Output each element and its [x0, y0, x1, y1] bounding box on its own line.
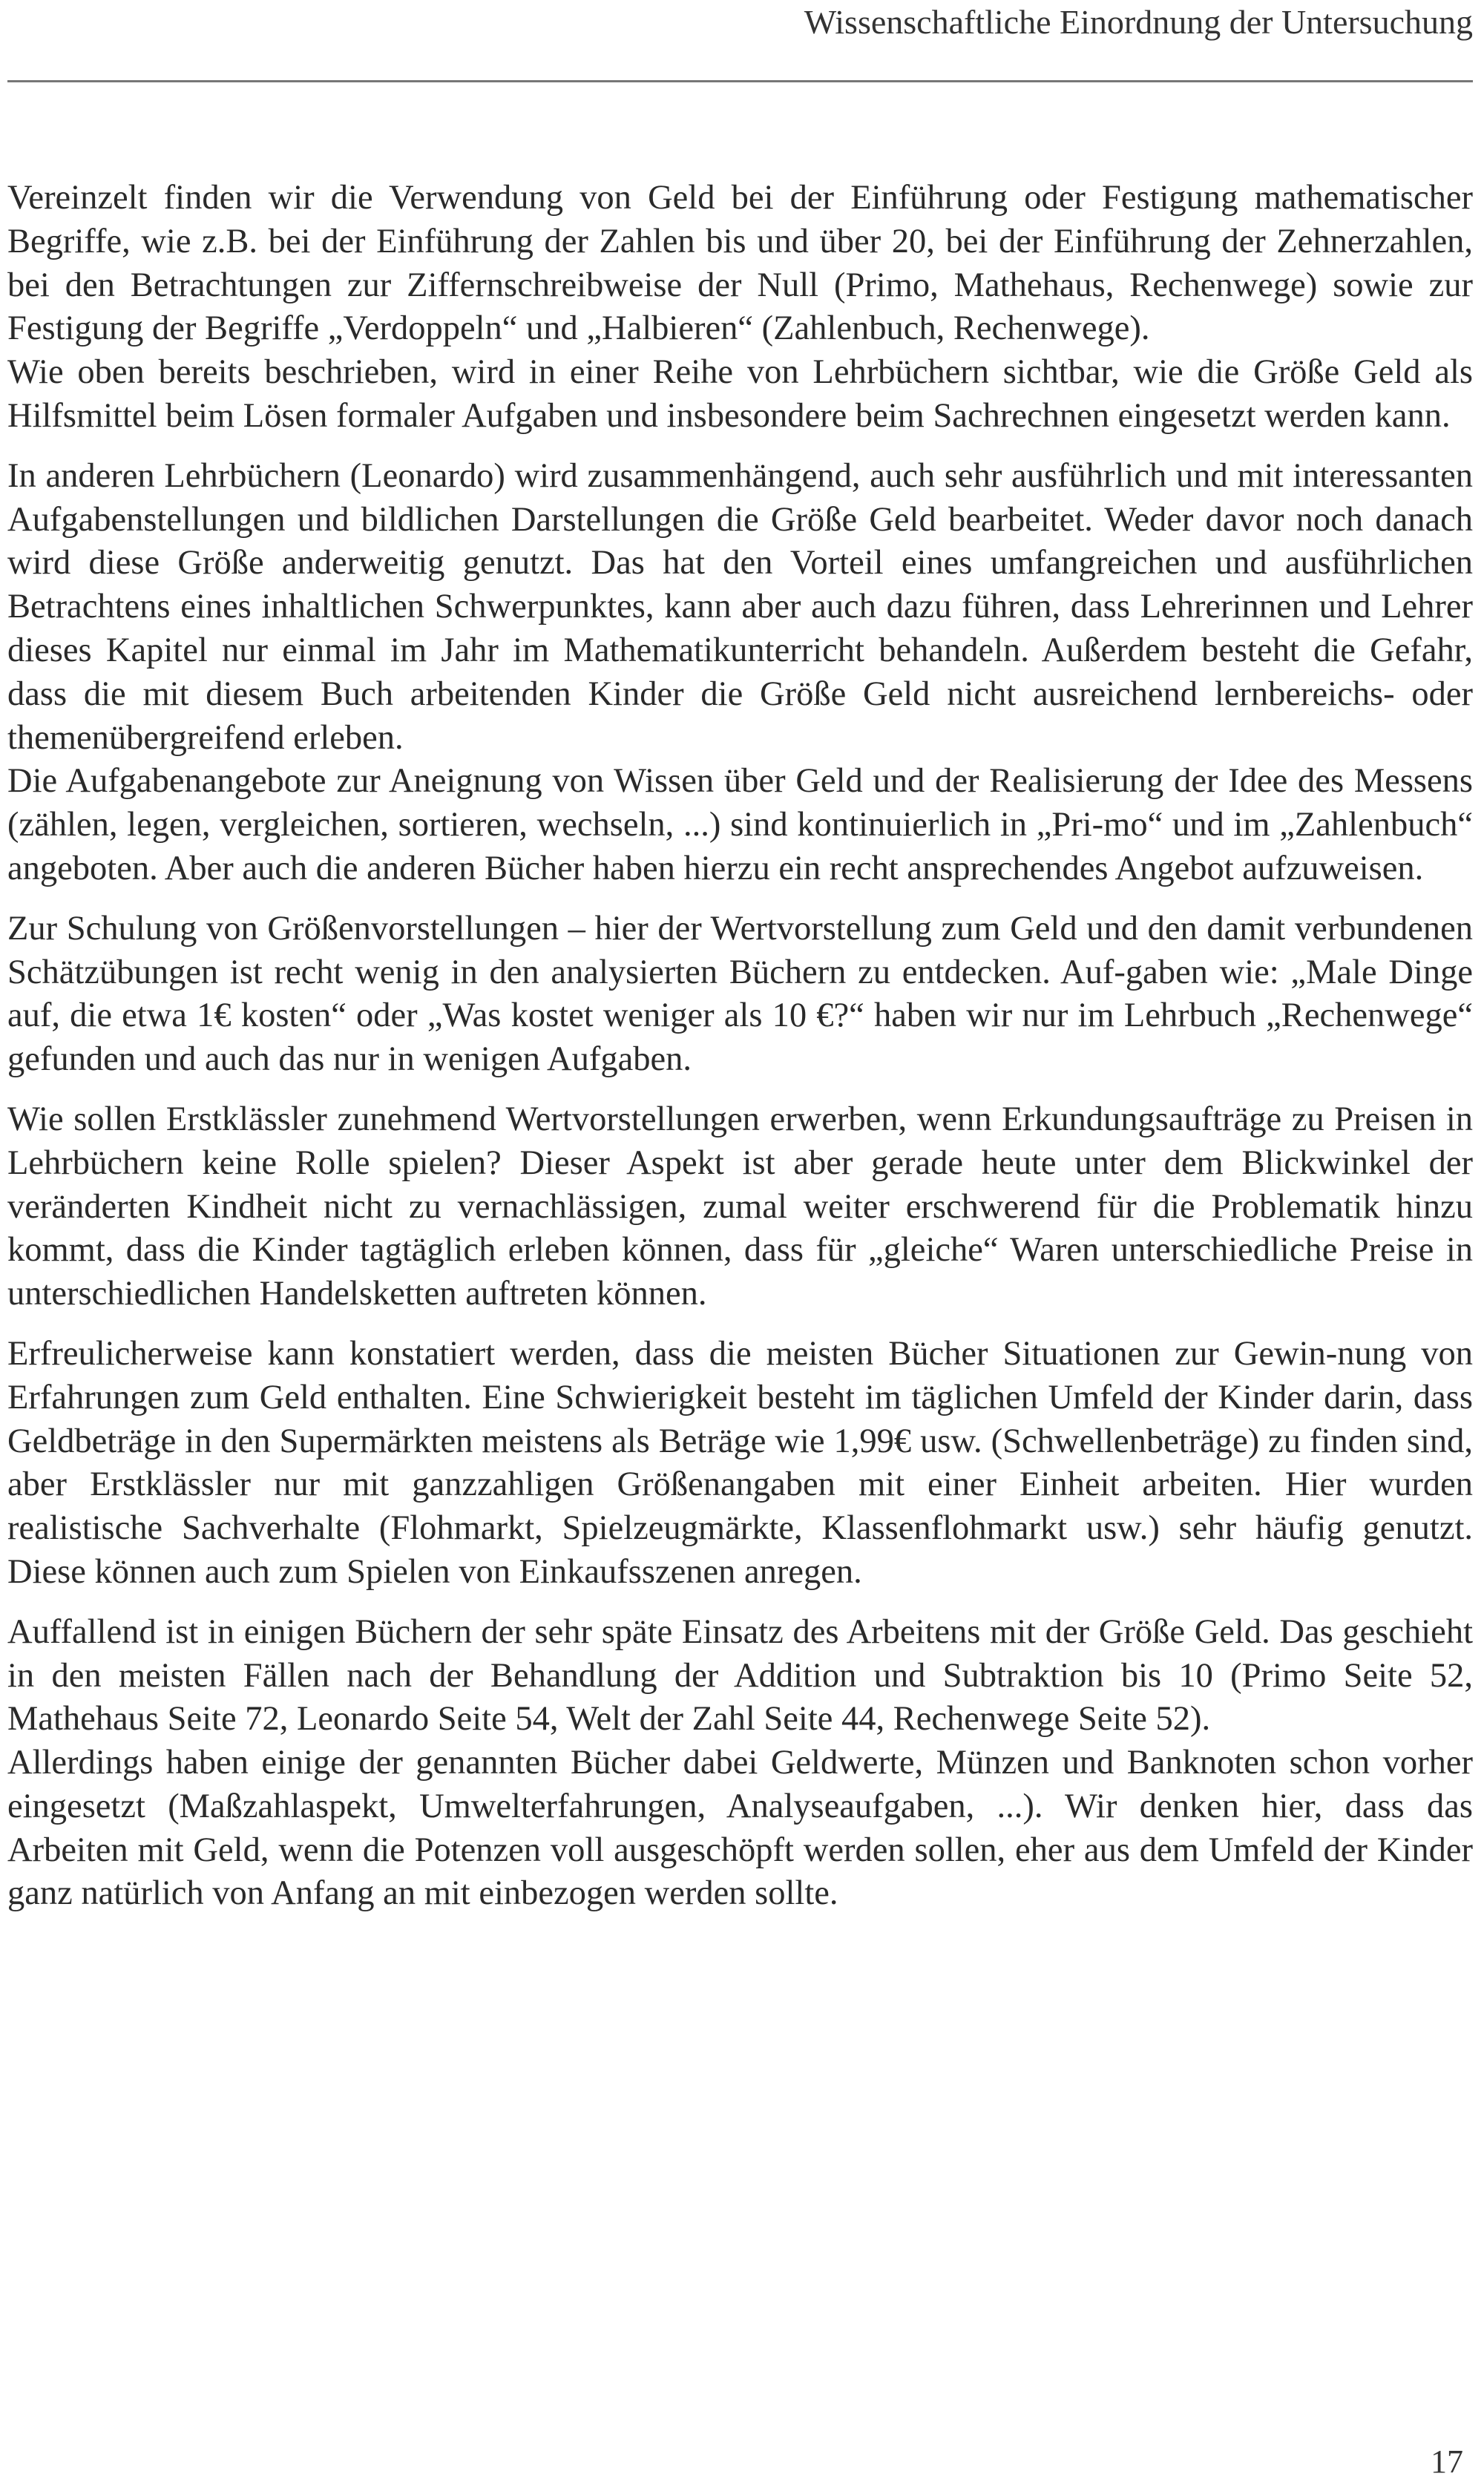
- paragraph: Wie sollen Erstklässler zunehmend Wertvorstellungen erwerben, wenn Erkundungsaufträge zu Preisen in Lehrbüchern keine Rolle spielen? Dieser Aspekt ist aber gerade heute unter dem Blickwinkel der veränderten Kindheit nicht zu vernachlässigen, zumal weiter erschwerend für die Problematik hinzu kommt, dass die Kinder tagtäglich erleben können, dass für „gleiche“ Waren unterschiedliche Preise in unterschiedlichen Handelsketten auftreten können.: [7, 1100, 1473, 1313]
- page-number: 17: [1431, 2443, 1463, 2480]
- running-header: Wissenschaftliche Einordnung der Untersuchung: [804, 3, 1473, 41]
- body-text: [7, 177, 1473, 1916]
- paragraph: In anderen Lehrbüchern (Leonardo) wird zusammenhängend, auch sehr ausführlich und mit interessanten Aufgabenstellungen und bildlichen Darstellungen die Größe Geld bearbeitet. Weder davor noch danach wird diese Größe anderweitig genutzt. Das hat den Vorteil eines umfangreichen und ausführlichen Betrachtens eines inhaltlichen Schwerpunktes, kann aber auch dazu führen, dass Lehrerinnen und Lehrer dieses Kapitel nur einmal im Jahr im Mathematikunterricht behandeln. Außerdem besteht die Gefahr, dass die mit diesem Buch arbeitenden Kinder die Größe Geld nicht ausreichend lernbereichs- oder themenübergreifend erleben.: [7, 456, 1473, 757]
- paragraph: Erfreulicherweise kann konstatiert werden, dass die meisten Bücher Situationen zur Gewin-nung von Erfahrungen zum Geld enthalten. Eine Schwierigkeit besteht im täglichen Umfeld der Kinder darin, dass Geldbeträge in den Supermärkten meistens als Beträge wie 1,99€ usw. (Schwellenbeträge) zu finden sind, aber Erstklässler nur mit ganzzahligen Größenangaben mit einer Einheit arbeiten. Hier wurden realistische Sachverhalte (Flohmarkt, Spielzeugmärkte, Klassenflohmarkt usw.) sehr häufig genutzt. Diese können auch zum Spielen von Einkaufsszenen anregen.: [7, 1334, 1473, 1591]
- paragraph: Vereinzelt finden wir die Verwendung von Geld bei der Einführung oder Festigung mathematischer Begriffe, wie z.B. bei der Einführung der Zahlen bis und über 20, bei der Einführung der Zehnerzahlen, bei den Betrachtungen zur Ziffernschreibweise der Null (Primo, Mathehaus, Rechenwege) sowie zur Festigung der Begriffe „Verdoppeln“ und „Halbieren“ (Zahlenbuch, Rechenwege).: [7, 179, 1473, 348]
- paragraph: Wie oben bereits beschrieben, wird in einer Reihe von Lehrbüchern sichtbar, wie die Größe Geld als Hilfsmittel beim Lösen formaler Aufgaben und insbesondere beim Sachrechnen eingesetzt werden kann.: [7, 353, 1473, 435]
- paragraph: Auffallend ist in einigen Büchern der sehr späte Einsatz des Arbeitens mit der Größe Geld. Das geschieht in den meisten Fällen nach der Behandlung der Addition und Subtraktion bis 10 (Primo Seite 52, Mathehaus Seite 72, Leonardo Seite 54, Welt der Zahl Seite 44, Rechenwege Seite 52).: [7, 1612, 1473, 1739]
- paragraph: Die Aufgabenangebote zur Aneignung von Wissen über Geld und der Realisierung der Idee des Messens (zählen, legen, vergleichen, sortieren, wechseln, ...) sind kontinuierlich in „Pri-mo“ und im „Zahlenbuch“ angeboten. Aber auch die anderen Bücher haben hierzu ein recht ansprechendes Angebot aufzuweisen.: [7, 762, 1473, 887]
- header-rule: [7, 80, 1473, 82]
- paragraph: Zur Schulung von Größenvorstellungen – hier der Wertvorstellung zum Geld und den damit verbundenen Schätzübungen ist recht wenig in den analysierten Büchern zu entdecken. Auf-gaben wie: „Male Dinge auf, die etwa 1€ kosten“ oder „Was kostet weniger als 10 €?“ haben wir nur im Lehrbuch „Rechenwege“ gefunden und auch das nur in wenigen Aufgaben.: [7, 909, 1473, 1079]
- paragraph: Allerdings haben einige der genannten Bücher dabei Geldwerte, Münzen und Banknoten schon vorher eingesetzt (Maßzahlaspekt, Umwelterfahrungen, Analyseaufgaben, ...). Wir denken hier, dass das Arbeiten mit Geld, wenn die Potenzen voll ausgeschöpft werden sollen, eher aus dem Umfeld der Kinder ganz natürlich von Anfang an mit einbezogen werden sollte.: [7, 1744, 1473, 1913]
